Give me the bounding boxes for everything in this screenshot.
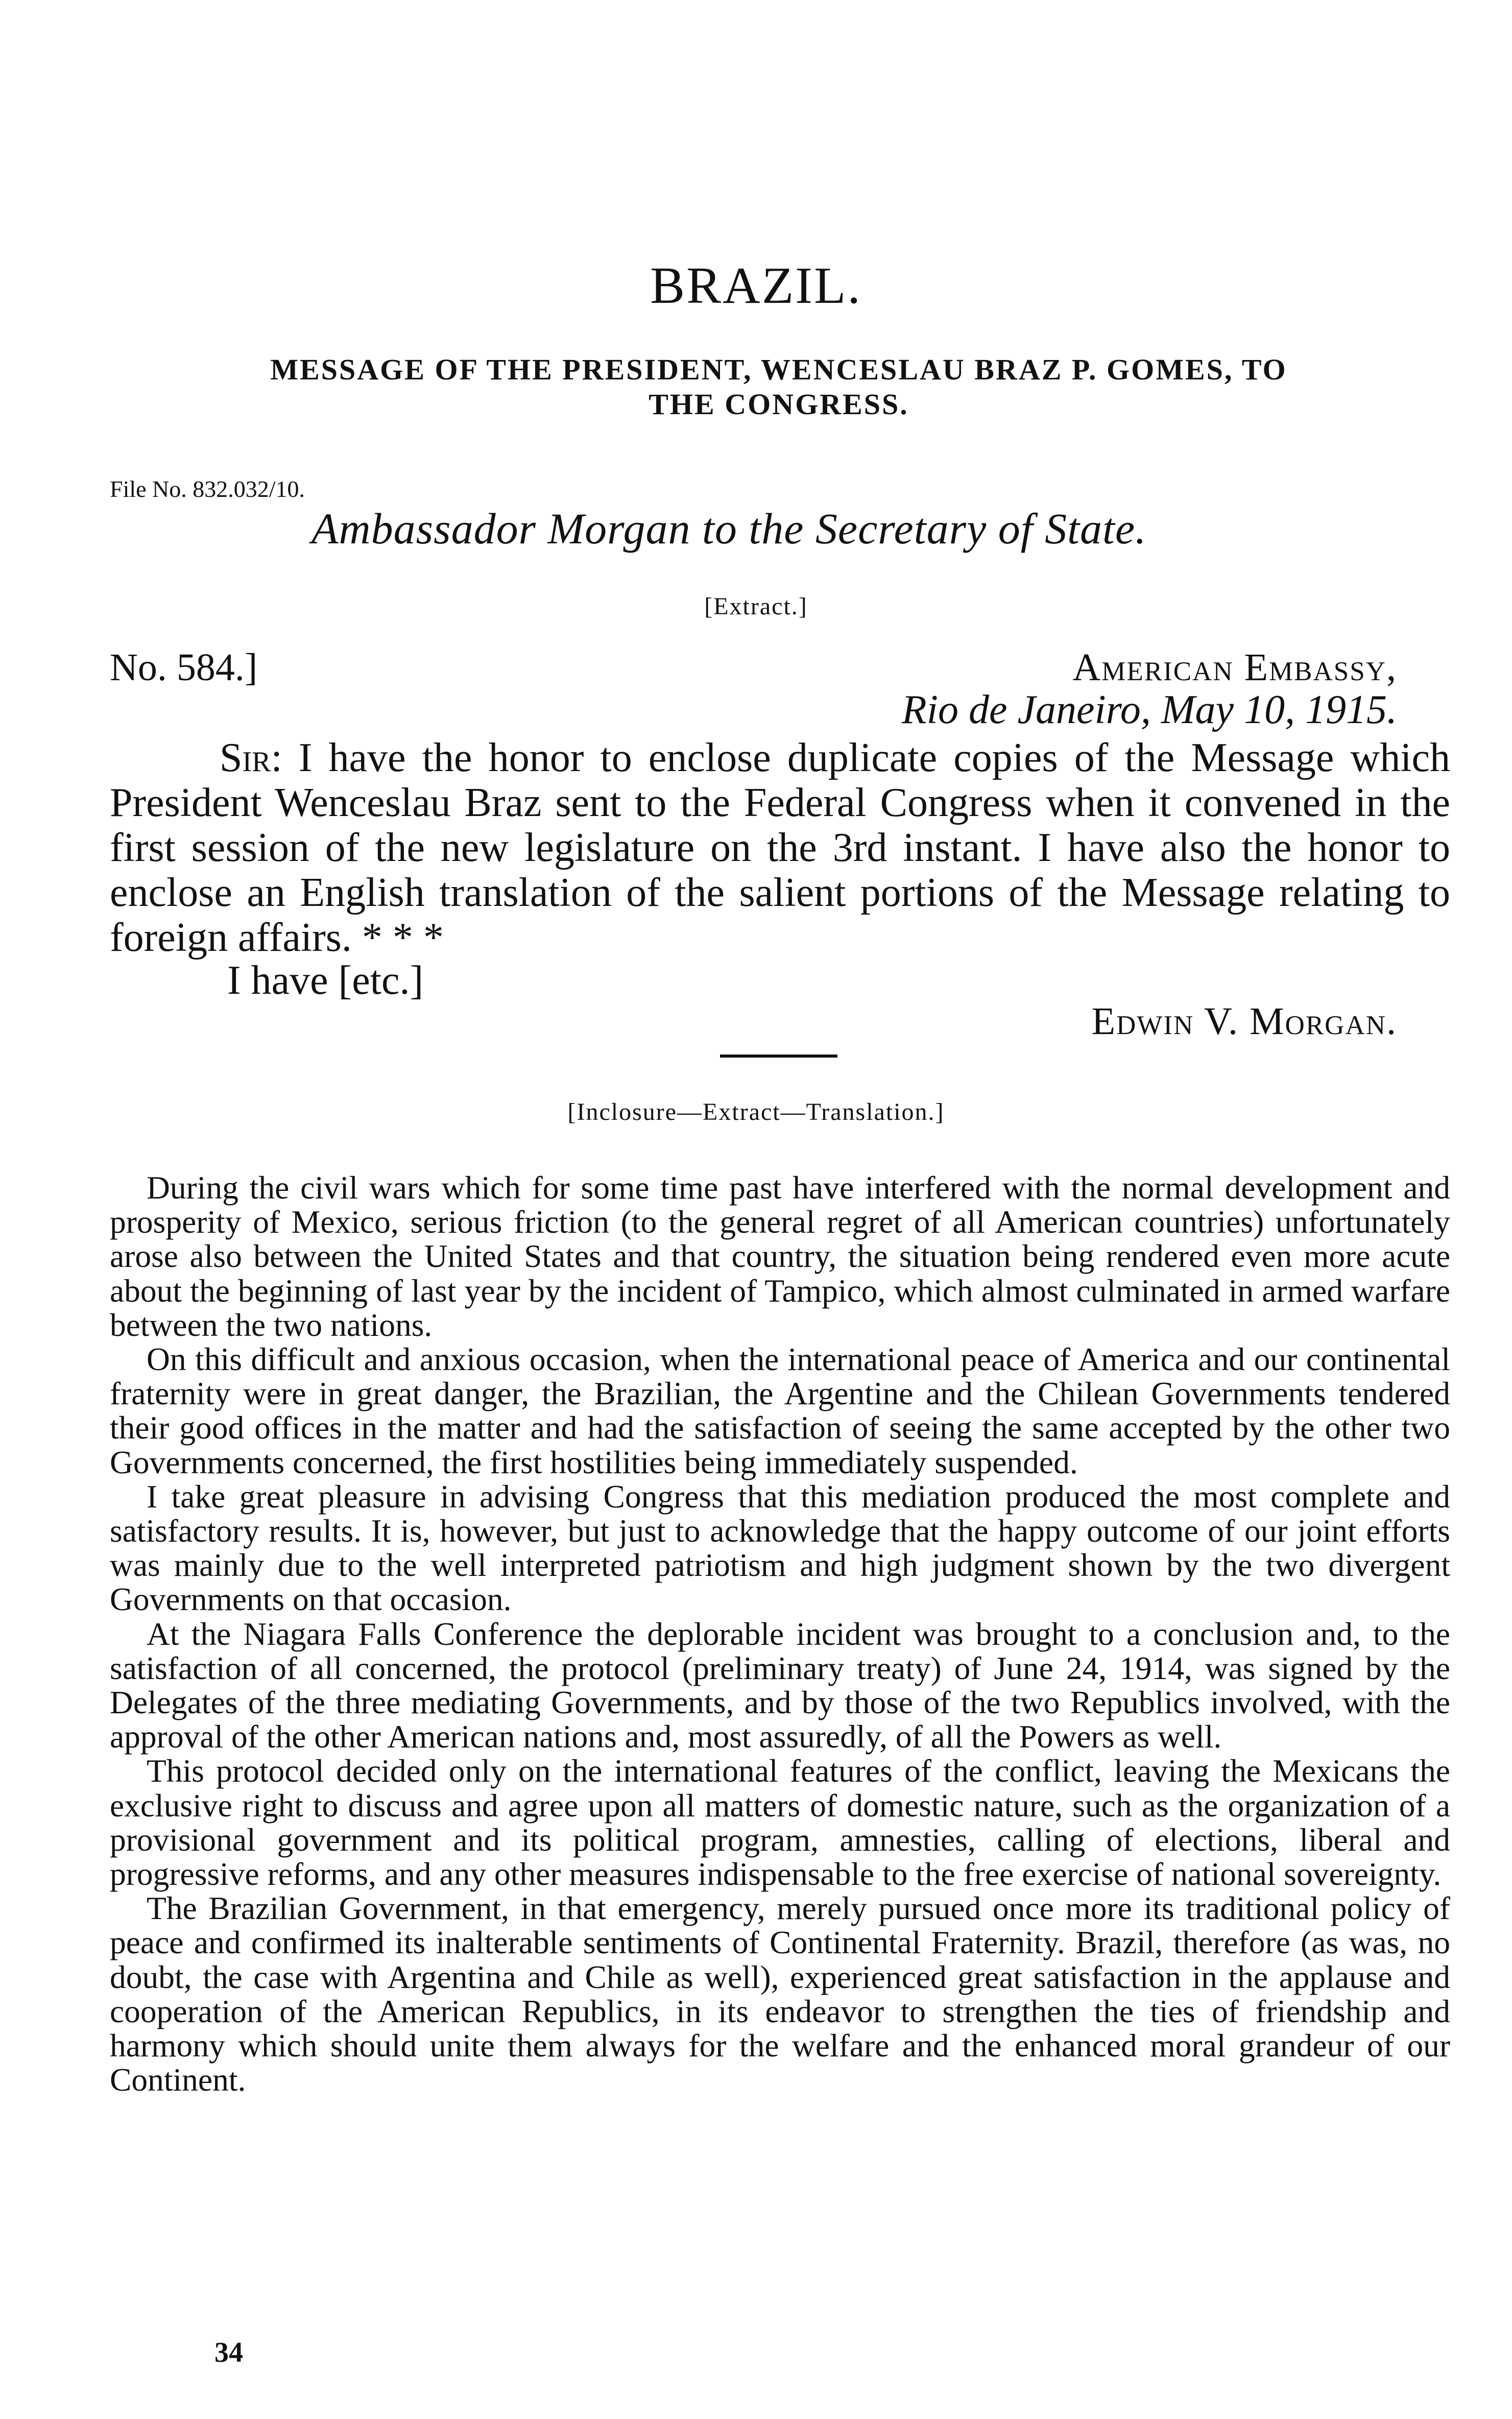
addressee-heading: Ambassador Morgan to the Secretary of State. xyxy=(311,504,1147,553)
file-number: File No. 832.032/10. xyxy=(110,476,305,502)
letter-closing: I have [etc.] xyxy=(227,958,424,1003)
section-divider xyxy=(720,1055,837,1058)
document-subtitle xyxy=(107,352,1450,422)
translation-paragraph: This protocol decided only on the international features of the conflict, leaving the Mexicans the exclusive right to discuss and agree upon all matters of domestic nature, such as the organization of a provisional government and its political program, amnesties, calling of elections, liberal and progressive reforms, and any other measures indispensable to the free exercise of national sovereignty. xyxy=(110,1753,1450,1893)
letter-text: : I have the honor to enclose duplicate copies of the Message which President Wenceslau Braz sent to the Federal Congress when it convened in the first session of the new legislature on the 3rd instant. I have also the honor to enclose an English translation of the salient portions of the Message relating to foreign affairs. * * * xyxy=(110,735,1450,960)
salutation: Sir xyxy=(220,735,271,780)
translation-paragraph: The Brazilian Government, in that emergency, merely pursued once more its traditional policy of peace and confirmed its inalterable sentiments of Continental Fraternity. Brazil, therefore (as was, no doubt, the case with Argentina and Chile as well), experienced great satisfaction in the applause and cooperation of the American Republics, in its endeavor to strengthen the ties of friendship and harmony which should unite them always for the welfare and the enhanced moral grandeur of our Continent. xyxy=(110,1890,1450,2098)
message-number: No. 584.] xyxy=(110,646,258,689)
translation-text xyxy=(110,1170,1450,2097)
signature: Edwin V. Morgan. xyxy=(1091,1000,1397,1043)
place-and-date: Rio de Janeiro, May 10, 1915. xyxy=(901,687,1397,732)
translation-paragraph: At the Niagara Falls Conference the deplorable incident was brought to a conclusion and, to the satisfaction of all concerned, the protocol (preliminary treaty) of June 24, 1914, was signed by the Delegates of the three mediating Governments, and by those of the two Republics involved, with the approval of the other American nations and, most assuredly, of all the Powers as well. xyxy=(110,1615,1450,1755)
subtitle-line-1: MESSAGE OF THE PRESIDENT, WENCESLAU BRAZ P. GOMES, TO xyxy=(270,353,1287,386)
page-title: BRAZIL. xyxy=(650,257,862,315)
inclosure-note: [Inclosure—Extract—Translation.] xyxy=(567,1098,945,1125)
translation-paragraph: I take great pleasure in advising Congress that this mediation produced the most complete and satisfactory results. It is, however, but just to acknowledge that the happy outcome of our joint efforts was mainly due to the well interpreted patriotism and high judgment shown by the two divergent Governments on that occasion. xyxy=(110,1478,1450,1618)
embassy-heading: American Embassy, xyxy=(1072,646,1397,689)
translation-paragraph: On this difficult and anxious occasion, when the international peace of America and our continental fraternity were in great danger, the Brazilian, the Argentine and the Chilean Governments tendered their good offices in the matter and had the satisfaction of seeing the same accepted by the other two Governments concerned, the first hostilities being immediately suspended. xyxy=(110,1341,1450,1480)
translation-paragraph: During the civil wars which for some time past have interfered with the normal development and prosperity of Mexico, serious friction (to the general regret of all American countries) unfortunately arose also between the United States and that country, the situation being rendered even more acute about the beginning of last year by the incident of Tampico, which almost culminated in armed warfare between the two nations. xyxy=(110,1169,1450,1343)
page-number: 34 xyxy=(214,2337,243,2368)
subtitle-line-2: THE CONGRESS. xyxy=(649,388,909,421)
extract-note: [Extract.] xyxy=(704,593,808,620)
letter-body xyxy=(110,735,1450,960)
